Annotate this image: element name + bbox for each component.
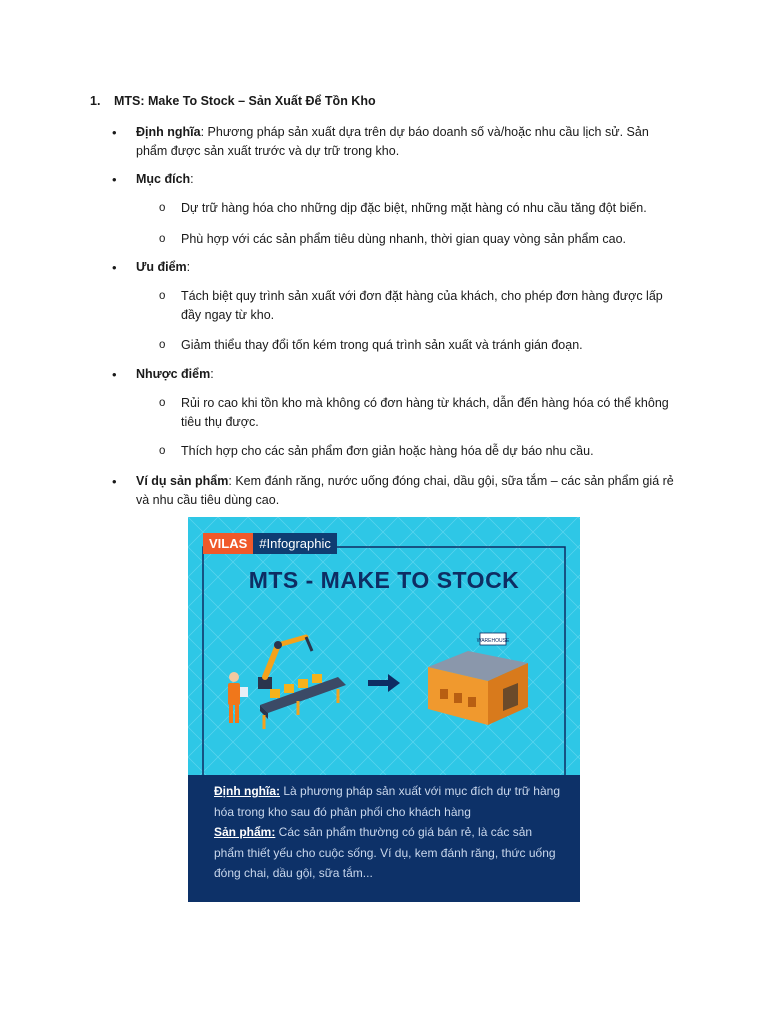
product-body: Các sản phẩm thường có giá bán rẻ, là các sản phẩm thiết yếu cho cuộc sống. Ví dụ, kem đánh răng, thức uống đóng chai, dầu gội, sữa tắm... <box>214 825 556 880</box>
definition-bullet <box>112 123 681 161</box>
purpose-colon: : <box>190 172 194 186</box>
infographic-hashtag: #Infographic <box>253 533 337 554</box>
sub-marker: o <box>159 290 166 302</box>
bullet-marker: • <box>112 260 117 275</box>
bullet-marker: • <box>112 172 117 187</box>
purpose-label: Mục đích <box>136 172 191 186</box>
definition-body: Là phương pháp sản xuất với mục đích dự trữ hàng hóa trong kho sau đó phân phối cho khách hàng <box>214 784 560 819</box>
disadvantages-label: Nhược điểm <box>136 367 211 381</box>
warehouse-sign-label: WAREHOUSE <box>476 638 510 644</box>
definition-text: : Phương pháp sản xuất dựa trên dự báo doanh số và/hoặc nhu cầu lịch sử. Sản phẩm được sản xuất trước và dự trữ trong kho. <box>136 125 649 158</box>
advantages-item-text: Tách biệt quy trình sản xuất với đơn đặt hàng của khách, cho phép đơn hàng được lấp đầy ngay từ kho. <box>181 289 663 322</box>
sub-marker: o <box>159 397 166 409</box>
disadvantages-item-text: Rủi ro cao khi tồn kho mà không có đơn hàng từ khách, dẫn đến hàng hóa có thể không tiêu thụ được. <box>181 396 669 429</box>
disadvantages-item-1 <box>159 394 681 432</box>
vilas-logo: VILAS <box>203 533 253 554</box>
advantages-label: Ưu điểm <box>136 260 187 274</box>
examples-label: Ví dụ sản phẩm <box>136 474 229 488</box>
purpose-item-1 <box>159 199 681 218</box>
advantages-bullet <box>112 258 681 277</box>
description-text <box>214 781 564 884</box>
sub-marker: o <box>159 339 166 351</box>
disadvantages-item-2 <box>159 442 681 461</box>
definition-heading: Định nghĩa: <box>214 784 280 798</box>
product-heading: Sản phẩm: <box>214 825 276 839</box>
grid-background <box>188 517 580 775</box>
purpose-item-text: Phù hợp với các sản phẩm tiêu dùng nhanh, thời gian quay vòng sản phẩm cao. <box>181 232 627 246</box>
advantages-item-2 <box>159 336 681 355</box>
examples-bullet <box>112 472 681 510</box>
infographic-tag <box>203 533 337 554</box>
sub-marker: o <box>159 233 166 245</box>
purpose-item-text: Dự trữ hàng hóa cho những dịp đặc biệt, những mặt hàng có nhu cầu tăng đột biến. <box>181 201 647 215</box>
definition-label: Định nghĩa <box>136 125 201 139</box>
bullet-marker: • <box>112 474 117 489</box>
bullet-marker: • <box>112 367 117 382</box>
advantages-colon: : <box>186 260 191 274</box>
sub-marker: o <box>159 202 166 214</box>
advantages-item-1 <box>159 287 681 325</box>
disadvantages-colon: : <box>210 367 214 381</box>
heading-text: MTS: Make To Stock – Sản Xuất Để Tồn Kho <box>114 94 376 108</box>
section-heading <box>90 94 376 108</box>
advantages-item-text: Giảm thiểu thay đổi tốn kém trong quá trình sản xuất và tránh gián đoạn. <box>181 338 583 352</box>
purpose-item-2 <box>159 230 681 249</box>
infographic-title: MTS - MAKE TO STOCK <box>248 567 520 593</box>
disadvantages-bullet <box>112 365 681 384</box>
sub-marker: o <box>159 445 166 457</box>
infographic-image <box>188 517 580 902</box>
disadvantages-item-text: Thích hợp cho các sản phẩm đơn giản hoặc hàng hóa dễ dự báo nhu cầu. <box>181 444 594 458</box>
purpose-bullet <box>112 170 681 189</box>
examples-text: : Kem đánh răng, nước uống đóng chai, dầu gội, sữa tắm – các sản phẩm giá rẻ và nhu cầu tiêu dùng cao. <box>136 474 674 507</box>
bullet-marker: • <box>112 125 117 140</box>
heading-number: 1. <box>90 94 101 108</box>
